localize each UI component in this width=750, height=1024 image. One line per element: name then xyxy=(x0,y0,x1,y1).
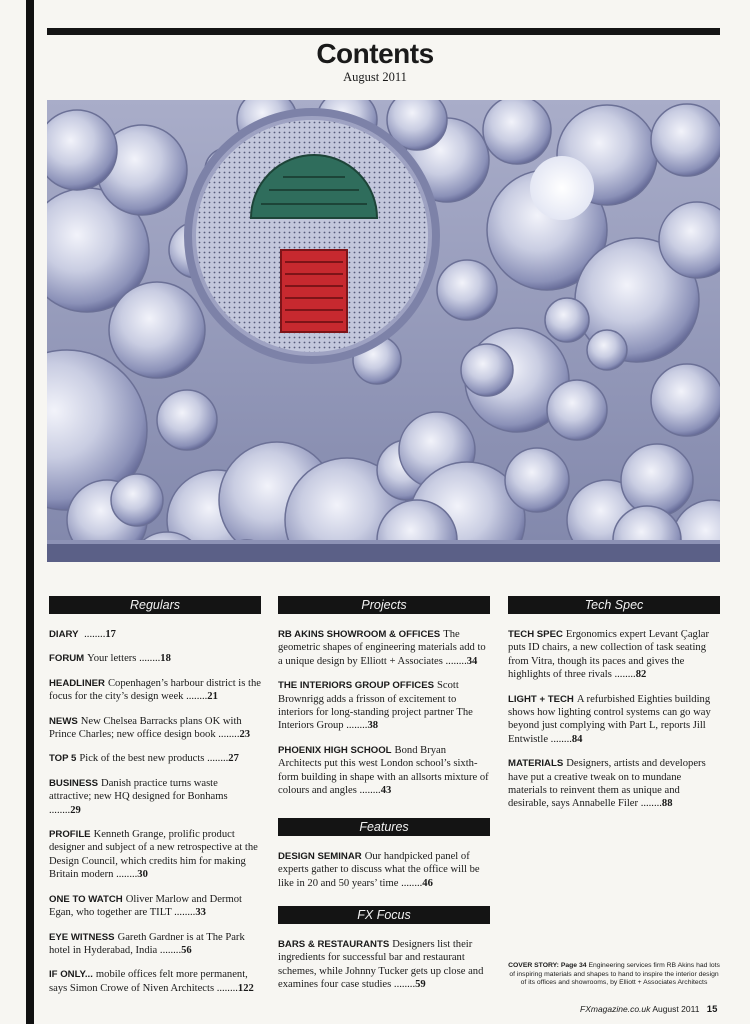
entry-description: Bond Bryan Architects put this west London school’s sixth-form building in shape with an allsorts mixture of colours and angles xyxy=(278,744,489,797)
entry-page-number: 38 xyxy=(367,720,379,732)
entry-page-number: 82 xyxy=(635,669,647,681)
dot-leader: ........ xyxy=(638,798,662,810)
entry-page-number: 27 xyxy=(228,753,239,765)
entry-page-number: 34 xyxy=(466,655,478,667)
entry-keyword: NEWS xyxy=(49,715,78,727)
page-title: Contents xyxy=(316,38,434,69)
page-spine xyxy=(26,0,34,1024)
section-header-projects: Projects xyxy=(278,596,490,614)
dot-leader: ........ xyxy=(171,907,196,919)
entry-description: Oliver Marlow and Dermot Egan, who together are TILT xyxy=(49,893,242,919)
toc-entry xyxy=(49,752,261,765)
dot-leader: ........ xyxy=(391,979,416,991)
toc-entry xyxy=(278,628,490,668)
dot-leader: ........ xyxy=(113,869,138,881)
section-header-tech-spec: Tech Spec xyxy=(508,596,720,614)
dot-leader: ........ xyxy=(157,944,182,956)
entry-page-number: 46 xyxy=(422,877,433,889)
toc-entry xyxy=(49,777,261,817)
toc-entry xyxy=(49,893,261,920)
toc-entry xyxy=(508,628,720,682)
toc-entry xyxy=(508,693,720,747)
toc-entry xyxy=(278,744,490,798)
entry-description: Copenhagen’s harbour district is the focus for the city’s design week xyxy=(49,677,261,703)
section-header-regulars: Regulars xyxy=(49,596,261,614)
entry-description: mobile offices felt more permanent, says Simon Crowe of Niven Architects xyxy=(49,969,248,994)
dot-leader: ........ xyxy=(183,691,208,703)
page-footer xyxy=(580,1004,717,1015)
dot-leader: ........ xyxy=(398,877,423,889)
entry-description: A refurbished Eighties building shows how lighting control systems can go way beyond just complying with Part L, reports Jill Entwistle xyxy=(508,693,711,745)
column-tech-spec xyxy=(508,596,720,822)
page-number: 15 xyxy=(706,1004,718,1015)
toc-entry xyxy=(49,931,261,958)
entry-page-number: 122 xyxy=(237,982,254,994)
cover-photo xyxy=(47,100,720,562)
issue-date: August 2011 xyxy=(343,70,407,84)
toc-entry xyxy=(49,628,261,641)
cover-story-text: Engineering services firm RB Akins had lots of inspiring materials and shapes to hand to inspire the interior design of its offices and showrooms, by Elliott + Associates Architects xyxy=(509,962,720,987)
section-header-features: Features xyxy=(278,818,490,836)
entry-description: Pick of the best new products xyxy=(79,753,205,765)
dot-leader: ........ xyxy=(343,720,368,732)
entry-description: Designers list their ingredients for successful bar and restaurant schemes, while Johnny Tucker gets up close and examines four case studies xyxy=(278,939,484,991)
column-features xyxy=(278,818,490,901)
column-fx-focus xyxy=(278,906,490,1003)
entry-description: Your letters xyxy=(87,653,137,665)
entry-description: Scott Brownrigg adds a frisson of excitement to interiors for long-standing project partner The Interiors Group xyxy=(278,680,473,732)
column-projects xyxy=(278,596,490,808)
entry-description: Danish practice turns waste attractive; new HQ designed for Bonhams xyxy=(49,777,228,803)
entry-description: Ergonomics expert Levant Çaglar puts ID chairs, a new collection of task seating from Vitra, though its paces and gives the highlights of three rivals xyxy=(508,629,709,681)
section-header-fx-focus: FX Focus xyxy=(278,906,490,924)
toc-entry xyxy=(49,652,261,665)
dot-leader: ........ xyxy=(356,785,381,797)
entry-keyword: BUSINESS xyxy=(49,777,99,789)
toc-entry xyxy=(508,757,720,811)
entry-description: The geometric shapes of engineering materials add to a unique design by Elliott + Associates xyxy=(278,629,486,667)
dot-leader: ........ xyxy=(548,733,572,745)
dot-leader: ........ xyxy=(442,655,467,667)
entry-page-number: 59 xyxy=(415,979,426,991)
entry-keyword: MATERIALS xyxy=(508,758,564,770)
dot-leader: ........ xyxy=(215,729,240,741)
entry-keyword: DIARY xyxy=(49,629,79,640)
entry-page-number: 23 xyxy=(239,729,251,741)
toc-entry xyxy=(278,850,490,890)
entry-description: Designers, artists and developers have put a creative tweak on to mundane materials to reinvent them as unique and desirable, says Annabelle Filer xyxy=(508,758,706,810)
dot-leader: ........ xyxy=(214,982,238,994)
toc-entry xyxy=(49,715,261,742)
dot-leader: ........ xyxy=(136,653,161,665)
entry-keyword: FORUM xyxy=(49,653,85,665)
dot-leader: ........ xyxy=(49,804,71,816)
entry-keyword: BARS & RESTAURANTS xyxy=(278,939,390,950)
entry-description: Gareth Gardner is at The Park hotel in Hyderabad, India xyxy=(49,931,245,956)
footer-site: FXmagazine.co.uk xyxy=(580,1004,651,1014)
dot-leader: ........ xyxy=(81,629,106,640)
entry-page-number: 43 xyxy=(380,785,392,797)
toc-entry xyxy=(278,938,490,992)
entry-page-number: 33 xyxy=(195,907,206,919)
entry-page-number: 17 xyxy=(105,629,116,640)
dot-leader: ........ xyxy=(204,753,229,765)
column-regulars xyxy=(49,596,261,1006)
entry-keyword: THE INTERIORS GROUP OFFICES xyxy=(278,680,435,692)
entry-keyword: TOP 5 xyxy=(49,753,77,765)
entry-page-number: 29 xyxy=(70,804,81,816)
toc-entry xyxy=(49,968,261,995)
entry-keyword: DESIGN SEMINAR xyxy=(278,851,362,862)
entry-keyword: PROFILE xyxy=(49,829,91,841)
entry-page-number: 21 xyxy=(207,691,218,703)
footer-issue: August 2011 xyxy=(652,1004,700,1014)
cover-story-caption xyxy=(508,962,720,988)
entry-page-number: 84 xyxy=(571,733,583,745)
entry-keyword: RB AKINS SHOWROOM & OFFICES xyxy=(278,629,441,640)
entry-description: Kenneth Grange, prolific product designer and subject of a new retrospective at the Design Council, which credits him for making Britain modern xyxy=(49,829,258,881)
entry-keyword: HEADLINER xyxy=(49,677,105,689)
entry-description: Our handpicked panel of experts gather to discuss what the office will be like in 20 and 50 years’ time xyxy=(278,851,480,889)
dot-leader: ........ xyxy=(611,669,636,681)
toc-entry xyxy=(49,677,261,704)
entry-page-number: 30 xyxy=(137,869,148,881)
entry-keyword: LIGHT + TECH xyxy=(508,693,574,705)
cover-story-label: COVER STORY: Page 34 xyxy=(508,962,587,969)
top-rule xyxy=(47,28,720,35)
entry-keyword: PHOENIX HIGH SCHOOL xyxy=(278,744,392,756)
entry-description: New Chelsea Barracks plans OK with Prince Charles; new office design book xyxy=(49,715,242,741)
toc-entry xyxy=(278,679,490,733)
entry-page-number: 18 xyxy=(160,653,171,665)
entry-page-number: 88 xyxy=(661,798,673,810)
entry-keyword: EYE WITNESS xyxy=(49,931,115,943)
entry-keyword: IF ONLY... xyxy=(49,969,93,981)
entry-keyword: ONE TO WATCH xyxy=(49,893,123,905)
toc-entry xyxy=(49,828,261,882)
entry-keyword: TECH SPEC xyxy=(508,629,563,640)
entry-page-number: 56 xyxy=(181,944,192,956)
